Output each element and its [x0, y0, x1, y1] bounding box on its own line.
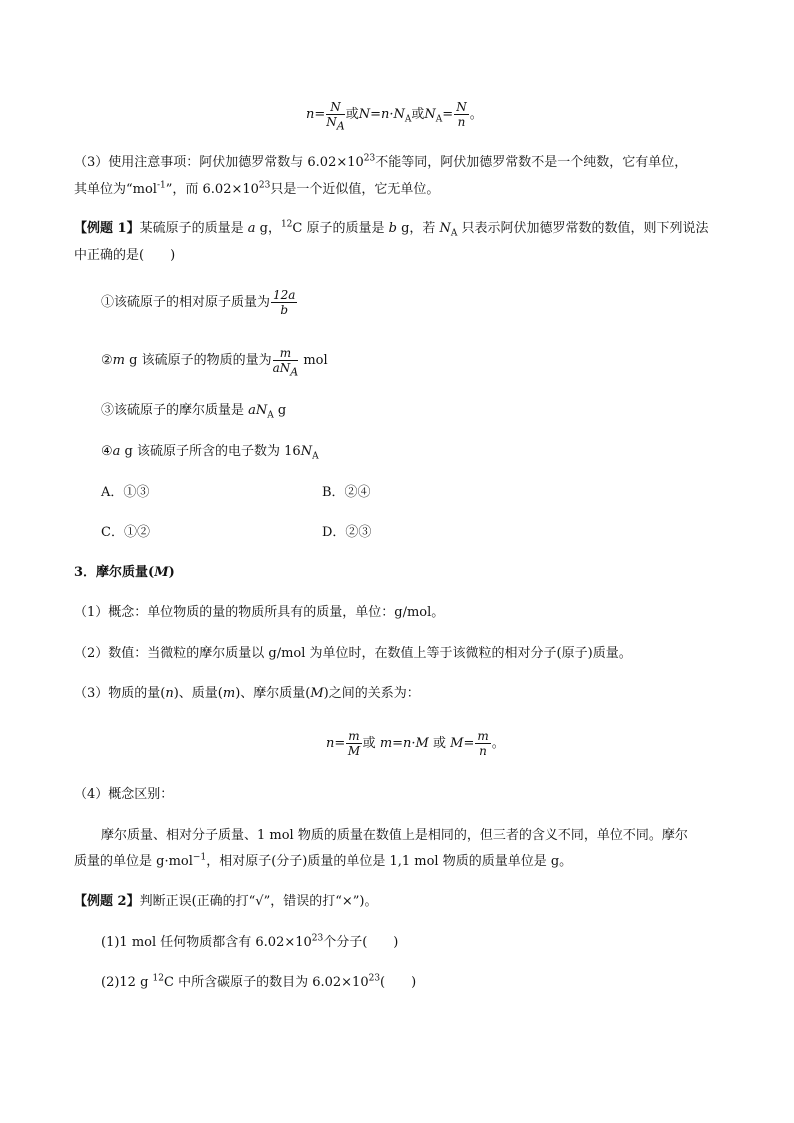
fraction-numerator: m: [348, 729, 360, 743]
section-heading: [74, 564, 175, 582]
var-b: b: [388, 221, 397, 236]
or: 或: [428, 736, 451, 751]
note-line-2: [74, 181, 439, 199]
den-symbol: N: [326, 115, 337, 129]
formula-middle: m=n·M: [379, 736, 429, 751]
var-na: N: [439, 221, 451, 236]
var-M: M: [154, 565, 169, 580]
unit: mol: [299, 353, 328, 368]
fraction-numerator: m: [477, 729, 489, 743]
example2-q2: [101, 974, 416, 992]
var-n: n: [326, 736, 335, 751]
sup: 23: [311, 933, 324, 944]
var-m: m: [222, 686, 236, 701]
text: g，若: [396, 221, 440, 236]
den-subscript: A: [336, 119, 345, 133]
text: 某硫原子的质量是: [139, 221, 248, 236]
text: 3．摩尔质量(: [74, 565, 155, 580]
example1-item-1: [101, 288, 298, 318]
unit: g: [273, 403, 287, 418]
formula-eq: =: [314, 107, 326, 122]
formula-eq-2: =: [442, 107, 454, 122]
text: ②: [101, 353, 113, 368]
text: 个分子( ): [323, 935, 399, 950]
text: （3）使用注意事项：阿伏加德罗常数与 6.02×10: [74, 155, 364, 170]
text: ①该硫原子的相对原子质量为: [101, 295, 271, 310]
text: ③该硫原子的摩尔质量是: [101, 403, 249, 418]
text: 质量的单位是 g·mol: [74, 854, 193, 869]
den-subscript: A: [290, 365, 299, 379]
sup: 12: [152, 973, 164, 984]
formula2-fraction-2: [475, 729, 490, 758]
den-symbol: aN: [272, 361, 291, 375]
text: ”，而 6.02×10: [165, 182, 259, 197]
text: g，: [255, 221, 281, 236]
fraction-denominator: [272, 361, 299, 379]
end: 。: [491, 736, 505, 751]
option-b[interactable]: B．②④: [322, 485, 371, 500]
or: 或: [362, 736, 380, 751]
fraction-denominator: n: [457, 115, 466, 129]
example1-item-4: [101, 443, 319, 461]
expr: aN: [248, 403, 268, 418]
text: 判断正误(正确的打“√”，错误的打“×”)。: [139, 894, 378, 909]
text: 不能等同，阿伏加德罗常数不是一个纯数，它有单位，: [375, 155, 688, 170]
var-a: a: [247, 221, 256, 236]
var-M: M: [450, 736, 464, 751]
var-n: n: [165, 686, 174, 701]
section-p4: （4）概念区别：: [74, 787, 174, 802]
item2-fraction: [272, 346, 299, 379]
text: 其单位为“mol: [74, 182, 157, 197]
fraction-denominator: n: [479, 744, 487, 758]
fraction-numerator: 12a: [273, 288, 296, 302]
var-a: a: [112, 444, 121, 459]
example1-line-2: 中正确的是( ): [74, 248, 176, 263]
example-tag: 【例题 2】: [74, 894, 140, 909]
formula-middle-sub: A: [404, 114, 412, 125]
text: ，相对原子(分子)质量的单位是 1,1 mol 物质的质量单位是 g。: [206, 854, 573, 869]
section-p4-body-2: [74, 853, 572, 871]
formula-avogadro: [306, 100, 483, 133]
text: g 该硫原子的物质的量为: [124, 353, 272, 368]
example1-line-1: [74, 220, 709, 238]
sup: 12: [280, 219, 293, 230]
text: C 原子的质量是: [292, 221, 389, 236]
text: 只是一个近似值，它无单位。: [270, 182, 440, 197]
example1-item-3: [101, 402, 286, 420]
example-tag: 【例题 1】: [74, 221, 140, 236]
sub: A: [312, 451, 319, 462]
text: （3）物质的量(: [74, 686, 166, 701]
text: ): [168, 565, 175, 580]
item1-fraction: [271, 288, 297, 317]
note-line-1: [74, 154, 687, 172]
fraction-numerator: N: [326, 100, 344, 115]
formula2-fraction-1: [346, 729, 361, 758]
eq: =: [463, 736, 475, 751]
eq: =: [334, 736, 346, 751]
formula-fraction-2: [454, 100, 469, 129]
fraction-denominator: M: [347, 744, 361, 758]
sup: 23: [368, 973, 381, 984]
example1-item-2: [101, 346, 328, 379]
example2-line: [74, 893, 377, 911]
formula-molar-mass: [326, 729, 505, 759]
formula-middle: N=n·N: [358, 107, 405, 122]
fraction-numerator: m: [273, 346, 299, 361]
text: ( ): [380, 975, 417, 990]
sub: A: [267, 410, 274, 421]
text: )、摩尔质量(: [235, 686, 311, 701]
var-M: M: [310, 686, 324, 701]
option-c[interactable]: C．①②: [101, 525, 150, 540]
formula-na: N: [424, 107, 436, 122]
sup: -1: [156, 180, 166, 191]
text: C 中所含碳原子的数目为 6.02×10: [164, 975, 369, 990]
text: )、质量(: [173, 686, 223, 701]
var-m: m: [112, 353, 125, 368]
text: (2)12 g: [101, 975, 153, 990]
section-p2: （2）数值：当微粒的摩尔质量以 g/mol 为单位时，在数值上等于该微粒的相对分子(原子)质量。: [74, 646, 632, 661]
fraction-denominator: b: [280, 303, 289, 317]
section-p3: [74, 685, 420, 703]
sup: 23: [363, 153, 376, 164]
section-p1: （1）概念：单位物质的量的物质所具有的质量，单位：g/mol。: [74, 605, 445, 620]
formula-na-sub: A: [435, 114, 443, 125]
text: ④: [101, 444, 113, 459]
text: (1)1 mol 任何物质都含有 6.02×10: [101, 935, 312, 950]
formula-fraction-1: [326, 100, 345, 133]
formula-n: n: [306, 107, 315, 122]
sub: A: [450, 228, 458, 239]
fraction-denominator: [326, 115, 345, 133]
sup: 23: [258, 180, 271, 191]
section-p4-body-1: 摩尔质量、相对分子质量、1 mol 物质的质量在数值上是相同的，但三者的含义不同，单位不同。摩尔: [101, 828, 688, 843]
text: 只表示阿伏加德罗常数的数值，则下列说法: [457, 221, 709, 236]
sup: −1: [192, 852, 207, 863]
formula-or-2: 或: [411, 107, 425, 122]
formula-or: 或: [345, 107, 359, 122]
var-n: N: [300, 444, 313, 459]
option-a[interactable]: A．①③: [101, 485, 150, 500]
fraction-numerator: N: [456, 100, 467, 114]
formula-end: 。: [469, 107, 483, 122]
text: )之间的关系为：: [323, 686, 420, 701]
option-d[interactable]: D．②③: [322, 525, 372, 540]
example2-q1: [101, 934, 398, 952]
text: g 该硫原子所含的电子数为 16: [120, 444, 301, 459]
